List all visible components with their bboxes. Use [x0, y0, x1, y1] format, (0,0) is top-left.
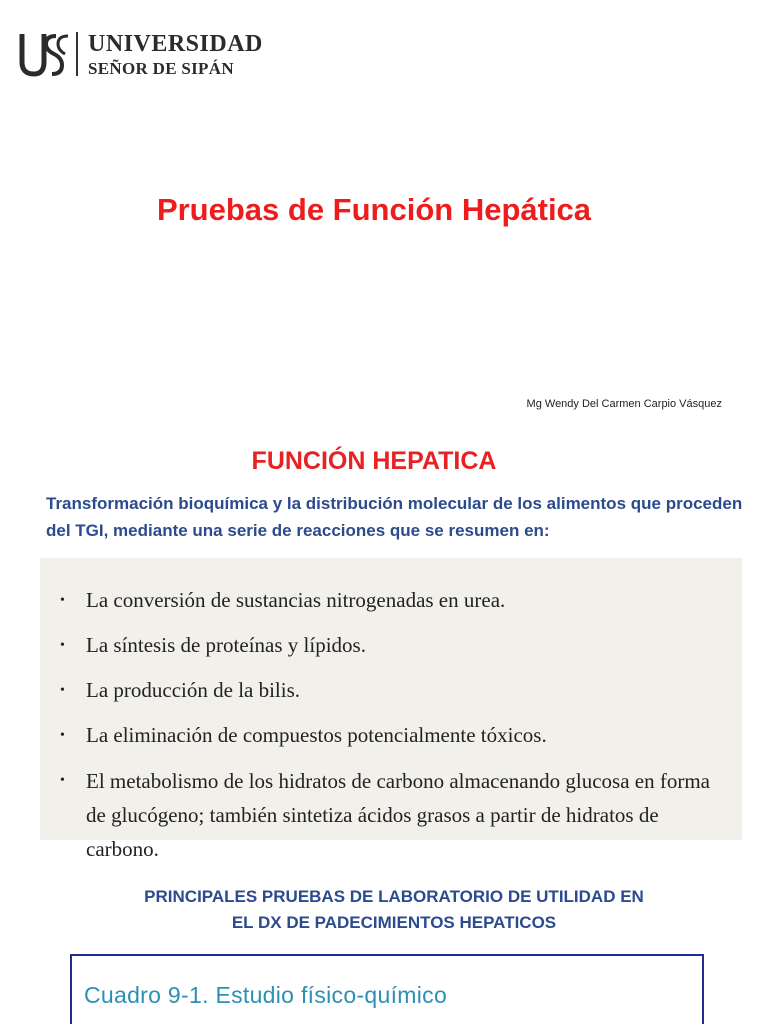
bullet-item — [52, 713, 732, 758]
bullet-text: La síntesis de proteínas y lípidos. — [86, 633, 366, 657]
slide-title: Pruebas de Función Hepática — [156, 192, 592, 227]
table-caption-prefix: Cuadro 9-1. — [84, 982, 209, 1008]
table-caption — [72, 956, 702, 1009]
lab-tests-heading-line-2: EL DX DE PADECIMIENTOS HEPATICOS — [231, 913, 557, 932]
lab-tests-heading — [0, 884, 768, 936]
bullet-item — [52, 764, 732, 866]
bullet-item — [52, 578, 732, 623]
section-heading: FUNCIÓN HEPATICA — [251, 447, 497, 475]
bullet-text: La producción de la bilis. — [86, 678, 301, 702]
university-logo — [18, 28, 263, 80]
table-caption-text: Estudio físico-químico — [208, 982, 448, 1008]
scanned-bullet-list — [40, 558, 742, 861]
table-preview — [70, 954, 704, 1024]
uss-logo-icon — [18, 28, 70, 80]
bullet-item — [52, 623, 732, 668]
bullet-icon: • — [60, 773, 65, 788]
bullet-text: La conversión de sustancias nitrogenadas en urea. — [86, 588, 506, 612]
bullet-icon: • — [60, 638, 65, 653]
logo-line-2: SEÑOR DE SIPÁN — [88, 58, 234, 78]
bullet-list — [52, 578, 732, 866]
author-name: Mg Wendy Del Carmen Carpio Vásquez — [526, 398, 722, 410]
bullet-text: La eliminación de compuestos potencialmente tóxicos. — [86, 723, 547, 747]
logo-divider — [76, 32, 78, 76]
logo-line-1: UNIVERSIDAD — [88, 30, 263, 57]
bullet-item — [52, 668, 732, 713]
bullet-icon: • — [60, 683, 65, 698]
bullet-icon: • — [60, 728, 65, 743]
logo-text — [88, 32, 263, 77]
bullet-icon: • — [60, 593, 65, 608]
intro-paragraph: Transformación bioquímica y la distribución molecular de los alimentos que proceden del TGI, mediante una serie de reacciones que se resumen en: — [46, 494, 743, 540]
bullet-text: El metabolismo de los hidratos de carbono almacenando glucosa en forma de glucógeno; también sintetiza ácidos grasos a partir de hidratos de carbono. — [86, 769, 710, 861]
lab-tests-heading-line-1: PRINCIPALES PRUEBAS DE LABORATORIO DE UTILIDAD EN — [144, 887, 644, 906]
